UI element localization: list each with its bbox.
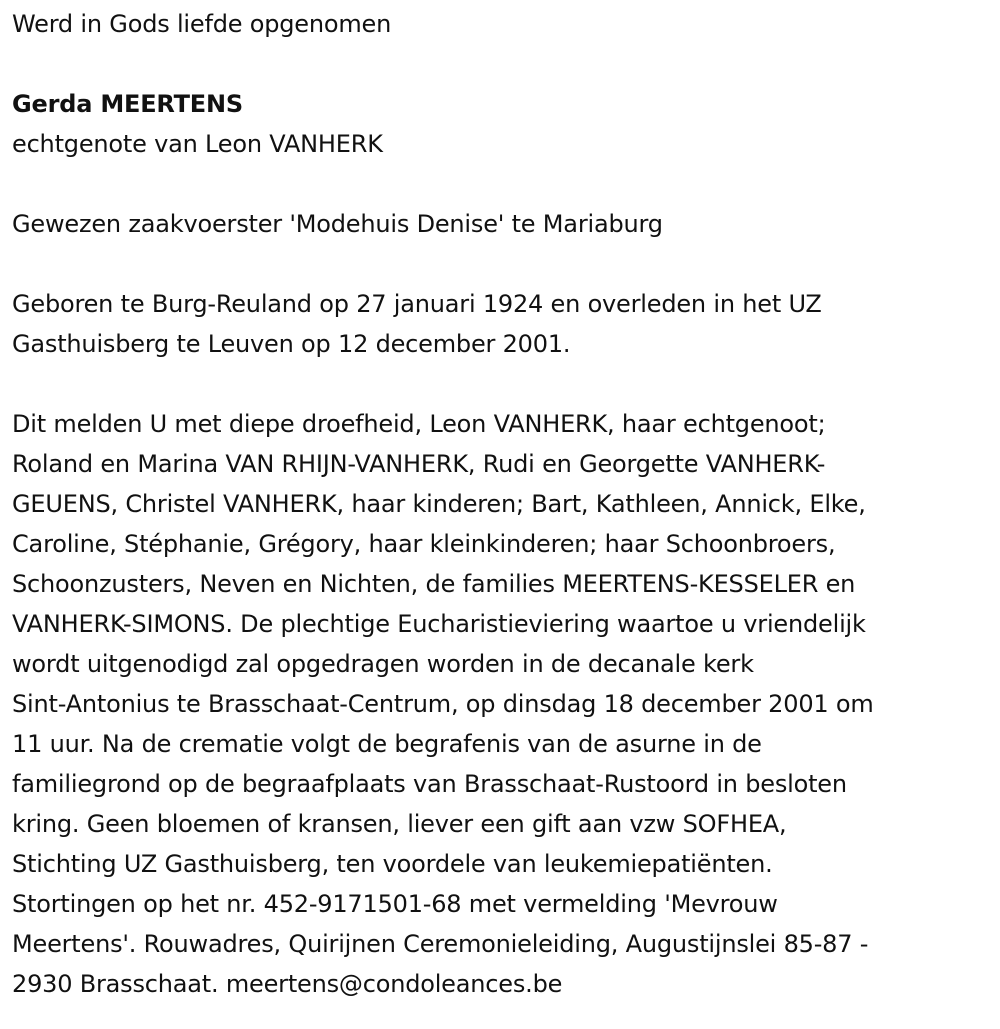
paragraph-line: Stortingen op het nr. 452-9171501-68 met vermelding 'Mevrouw [12,890,778,918]
paragraph-line: Stichting UZ Gasthuisberg, ten voordele van leukemiepatiënten. [12,850,773,878]
paragraph-line: Caroline, Stéphanie, Grégory, haar kleinkinderen; haar Schoonbroers, [12,530,836,558]
paragraph-line: VANHERK-SIMONS. De plechtige Eucharistieviering waartoe u vriendelijk [12,610,866,638]
paragraph-line: Roland en Marina VAN RHIJN-VANHERK, Rudi en Georgette VANHERK- [12,450,826,478]
paragraph-line: Sint-Antonius te Brasschaat-Centrum, op dinsdag 18 december 2001 om [12,690,874,718]
paragraph-line: Schoonzusters, Neven en Nichten, de families MEERTENS-KESSELER en [12,570,856,598]
spacer [12,44,988,84]
paragraph-line: 2930 Brasschaat. meertens@condoleances.be [12,970,563,998]
occupation-line: Gewezen zaakvoerster 'Modehuis Denise' te Mariaburg [12,210,663,238]
spacer [12,244,988,284]
paragraph-line: Gasthuisberg te Leuven op 12 december 2001. [12,330,571,358]
spouse-line: echtgenote van Leon VANHERK [12,130,383,158]
paragraph-line: familiegrond op de begraafplaats van Brasschaat-Rustoord in besloten [12,770,847,798]
intro-text: Werd in Gods liefde opgenomen [12,10,392,38]
paragraph-line: kring. Geen bloemen of kransen, liever een gift aan vzw SOFHEA, [12,810,787,838]
birth-death-paragraph [12,284,988,364]
spacer [12,164,988,204]
paragraph-line: GEUENS, Christel VANHERK, haar kinderen; Bart, Kathleen, Annick, Elke, [12,490,866,518]
paragraph-line: Dit melden U met diepe droefheid, Leon VANHERK, haar echtgenoot; [12,410,826,438]
paragraph-line: Meertens'. Rouwadres, Quirijnen Ceremonieleiding, Augustijnslei 85-87 - [12,930,869,958]
paragraph-line: 11 uur. Na de crematie volgt de begrafenis van de asurne in de [12,730,762,758]
paragraph-line: wordt uitgenodigd zal opgedragen worden in de decanale kerk [12,650,754,678]
paragraph-line: Geboren te Burg-Reuland op 27 januari 1924 en overleden in het UZ [12,290,822,318]
deceased-name: Gerda MEERTENS [12,90,243,118]
announcement-paragraph [12,404,988,1004]
spacer [12,364,988,404]
